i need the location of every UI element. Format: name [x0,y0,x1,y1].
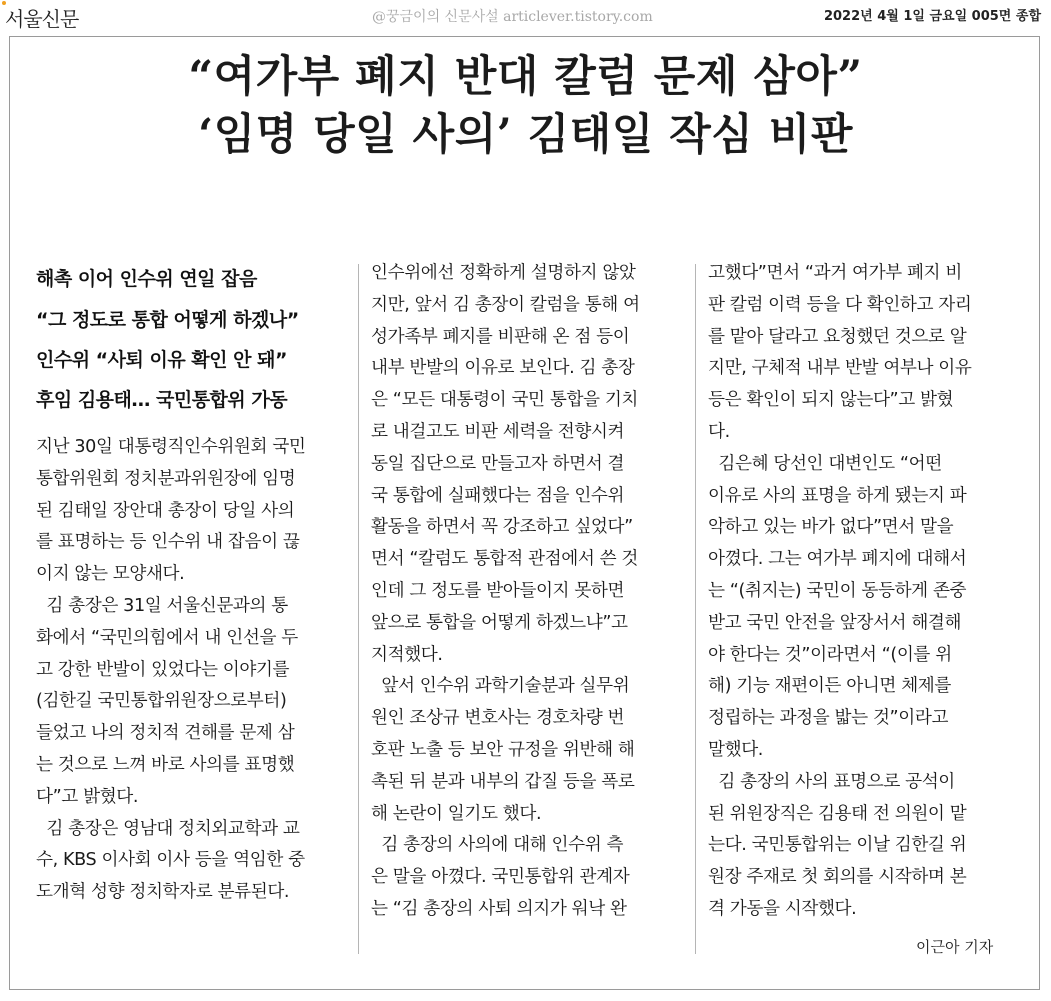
body-text-line: 는 “(취지는) 국민이 동등하게 존중 [708,580,967,601]
body-text-line: 앞으로 통합을 어떻게 하겠느냐”고 [371,612,628,633]
body-text-line: 지만, 구체적 내부 반발 여부나 이유 [708,358,972,379]
subheadline: “그 정도로 통합 어떻게 하겠나” [36,309,299,331]
body-text-line: 인데 그 정도를 받아들이지 못하면 [371,580,625,601]
body-text-line: 아꼈다. 그는 여가부 폐지에 대해서 [708,549,967,570]
body-text-line: 화에서 “국민의힘에서 내 인선을 두 [36,627,298,648]
subheadline: 후임 김용태… 국민통합위 가동 [36,389,288,411]
newspaper-name: 서울신문 [5,7,79,31]
body-text-line: 김 총장의 사의 표명으로 공석이 [708,771,955,792]
body-text-line: 성가족부 폐지를 비판해 온 점 등이 [371,326,630,347]
headline-line-1: “여가부 폐지 반대 칼럼 문제 삼아” [188,52,863,102]
body-text-line: 악하고 있는 바가 없다”면서 말을 [708,517,954,538]
body-text-line: 김 총장의 사의에 대해 인수위 측 [371,835,624,856]
body-text-line: 활동을 하면서 꼭 강조하고 싶었다” [371,517,633,538]
headline-line-2: ‘임명 당일 사의’ 김태일 작심 비판 [198,110,853,160]
article-column-2 [371,258,679,926]
subheadline: 해촉 이어 인수위 연일 잡음 [36,268,257,290]
body-text-line: 면서 “칼럼도 통합적 관점에서 쓴 것 [371,549,639,570]
body-text-line: 격 가동을 시작했다. [708,898,857,919]
body-text-line: 를 표명하는 등 인수위 내 잡음이 끊 [36,532,300,553]
body-text-line: 로 내걸고도 비판 세력을 전향시켜 [371,421,625,442]
body-text-line: 해) 기능 재편이든 아니면 체제를 [708,676,951,697]
body-text-line: 인수위에선 정확하게 설명하지 않았 [371,263,636,283]
body-text-line: 촉된 뒤 분과 내부의 갑질 등을 폭로 [371,771,635,792]
body-text-line: 받고 국민 안전을 앞장서서 해결해 [708,612,962,633]
body-text [371,258,679,926]
body-text-line: 야 한다는 것”이라면서 “(이를 위 [708,644,952,665]
column-divider [695,264,696,954]
page-header [0,0,1051,30]
body-text-line: 지적했다. [371,644,443,665]
body-text-line: 다”고 밝혔다. [36,786,139,807]
subheadlines [36,258,345,420]
column-divider [358,264,359,954]
body-text-line: 도개혁 성향 정치학자로 분류된다. [36,882,290,903]
body-text-line: 판 칼럼 이력 등을 다 확인하고 자리 [708,294,972,315]
body-text-line: 는다. 국민통합위는 이날 김한길 위 [708,835,967,856]
body-text [708,258,1016,926]
body-text-line: 지난 30일 대통령직인수위원회 국민 [36,437,306,457]
body-text-line: 은 말을 아꼈다. 국민통합위 관계자 [371,867,630,888]
article-column-1 [36,258,345,909]
body-text-line: 통합위원회 정치분과위원장에 임명 [36,468,296,489]
body-text-line: 이유로 사의 표명을 하게 됐는지 파 [708,485,967,506]
body-text-line: 김은혜 당선인 대변인도 “어떤 [708,453,942,474]
body-text-line: 은 “모든 대통령이 국민 통합을 기치 [371,390,639,411]
body-text-line: 고 강한 반발이 있었다는 이야기를 [36,659,290,680]
reporter-byline: 이근아 기자 [916,938,994,956]
article-headline [0,48,1051,164]
subheadline: 인수위 “사퇴 이유 확인 안 돼” [36,349,287,371]
body-text-line: 지만, 앞서 김 총장이 칼럼을 통해 여 [371,294,640,315]
body-text-line: 다. [708,421,730,442]
body-text-line: 는 것으로 느껴 바로 사의를 표명했 [36,754,295,775]
body-text-line: 는 “김 총장의 사퇴 의지가 워낙 완 [371,898,627,919]
body-text-line: 김 총장은 영남대 정치외교학과 교 [36,818,300,839]
body-text-line: 된 위원장직은 김용태 전 의원이 맡 [708,803,967,824]
body-text-line: (김한길 국민통합위원장으로부터) [36,691,287,712]
source-watermark: @꿍금이의 신문사설 articlever.tistory.com [372,9,653,25]
article-column-3 [708,258,1016,926]
body-text-line: 이지 않는 모양새다. [36,564,185,585]
body-text-line: 내부 반발의 이유로 보인다. 김 총장 [371,358,635,379]
body-text-line: 를 맡아 달라고 요청했던 것으로 알 [708,326,967,347]
body-text-line: 말했다. [708,739,763,760]
body-text-line: 원인 조상규 변호사는 경호차량 번 [371,708,625,729]
body-text-line: 동일 집단으로 만들고자 하면서 결 [371,453,625,474]
body-text-line: 정립하는 과정을 밟는 것”이라고 [708,708,949,729]
body-text-line: 호판 노출 등 보안 규정을 위반해 해 [371,739,635,760]
body-text-line: 원장 주재로 첫 회의를 시작하며 본 [708,867,967,888]
body-text-line: 앞서 인수위 과학기술분과 실무위 [371,676,630,697]
issue-dateline: 2022년 4월 1일 금요일 005면 종합 [823,9,1041,24]
body-text-line: 국 통합에 실패했다는 점을 인수위 [371,485,625,506]
body-text [36,432,345,909]
body-text-line: 된 김태일 장안대 총장이 당일 사의 [36,500,295,521]
body-text-line: 들었고 나의 정치적 견해를 문제 삼 [36,723,295,744]
body-text-line: 김 총장은 31일 서울신문과의 통 [36,595,288,616]
body-text-line: 해 논란이 일기도 했다. [371,803,542,824]
body-text-line: 수, KBS 이사회 이사 등을 역임한 중 [36,850,305,871]
body-text-line: 등은 확인이 되지 않는다”고 밝혔 [708,390,954,411]
body-text-line: 고했다”면서 “과거 여가부 폐지 비 [708,263,962,283]
